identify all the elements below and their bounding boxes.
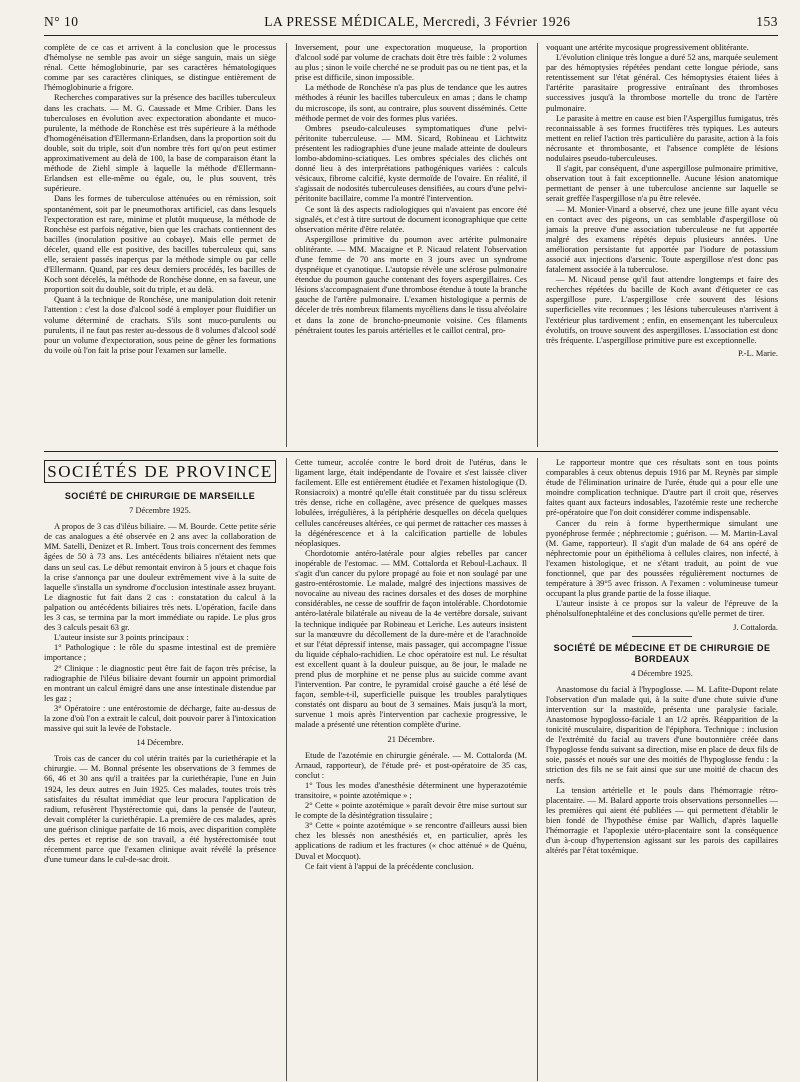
paragraph: Ombres pseudo-calculeuses symptomatiques d'une pelvi-péritonite tuberculeuse. — MM. Sicard, Robineau et Lichtwitz présentent les radiographies d'une jeune malade atteinte de douleurs lombo-abdomino-sciatiques. Les ombres spéciales des clichés ont donné lieu à des interprétations pathogéniques variées : calculs vésicaux, fibrome calcifié, kyste dermoïde de l'ovaire. En réalité, il s'agissait de nodosités tuberculeuses densifiées, au cours d'une pelvi-péritonite bacillaire, comme l'a montré l'intervention. (295, 123, 527, 204)
section-title: SOCIÉTÉS DE PROVINCE (44, 460, 276, 483)
separator-rule (632, 636, 692, 637)
paragraph: 1° Tous les modes d'anesthésie déterminent une hyperazotémie transitoire, « pointe azotémique » ; (295, 780, 527, 800)
paragraph: 1° Pathologique : le rôle du spasme intestinal est de première importance ; (44, 643, 276, 663)
session-date: 4 Décembre 1925. (631, 668, 693, 678)
paragraph: — M. Nicaud pense qu'il faut attendre longtemps et faire des recherches répétées du bacille de Koch avant d'étiqueter ce cas aspergillose pure. L'aspergillose crée souvent des lésions superficielles vite reconnues ; les lésions tuberculeuses n'arrivent à l'extérieur plus tardivement ; enfin, en ensemençant les tuberculeux évolutifs, on trouve souvent des aspergilloses. L'association est donc très fréquente. L'aspergillose primitive pure est exceptionnelle. (546, 275, 778, 345)
session-date: 14 Décembre. (136, 738, 184, 748)
top-column-1 (44, 43, 276, 447)
page-header (44, 14, 778, 36)
bottom-column-1 (44, 458, 276, 1081)
paragraph: Ce sont là des aspects radiologiques qui n'avaient pas encore été signalés, et c'est à titre surtout de document iconographique que cette observation mérite d'être relatée. (295, 204, 527, 234)
paragraph: Le rapporteur montre que ces résultats sont en tous points comparables à ceux obtenus depuis 1916 par M. Reynès par simple étude de l'élimination urinaire de l'urée, étude qui a pour elle une moindre complication technique. D'autre part il croit que, réserves faites quant aux facteurs indosables, l'azotémie reste une recherche pré-opératoire que l'on doit considérer comme indispensable. (546, 458, 778, 518)
paragraph: Cette tumeur, accolée contre le bord droit de l'utérus, dans le ligament large, était indépendante de l'ovaire et s'est laissée cliver facilement. Elle est entièrement étudiée et l'examen histologique (D. Ronsiacroix) a montré qu'elle était constituée par du tissu scléreux très dense, riche en collagène, avec présence de quelques masses lobulées, irrégulières, à la périphérie desquelles on décela quelques cellules cancéreuses altérées, ce qui permet de rattacher ces masses à la dégénérescence et à la calcification partielle de lobules néoplasiques. (295, 458, 527, 548)
paragraph: La méthode de Ronchèse n'a pas plus de tendance que les autres méthodes à réunir les bacilles tuberculeux en amas ; dans le champ du microscope, ils sont, au contraire, plus souvent disséminés. Cette méthode permet de voir des formes plus variées. (295, 83, 527, 123)
paragraph: L'auteur insiste à ce propos sur la valeur de l'épreuve de la phénolsulfonephtaléine et des conclusions qu'elle permet de tirer. (546, 599, 778, 619)
lower-columns (44, 458, 778, 1081)
paragraph: 3° Cette « pointe azotémique » se rencontre d'ailleurs aussi bien chez les blessés non anesthésiés et, en particulier, après les applications de radium et les fractures (« choc atténué » de Quénu, Duval et Mocquot). (295, 821, 527, 861)
session-date: 21 Décembre. (387, 734, 435, 744)
paragraph: Trois cas de cancer du col utérin traités par la curiethérapie et la chirurgie. — M. Bonnal présente les observations de 3 femmes de 66, 46 et 30 ans qu'il a traitées par la curiethérapie, l'une en Juin 1924, les deux autres en Juin 1925. Ces malades, toutes trois très satisfaites du résultat immédiat que leur procura l'application de radium, refusèrent l'hystérectomie qui, dans la pensée de l'auteur, devait compléter la curiethérapie. La première de ces malades, après une guérison clinique parfaite de 16 mois, avec disparition complète des pertes et reprise de son travail, a été hystérectomisée tout récemment parce que l'examen clinique avait révélé la présence d'une tumeur dans le cul-de-sac droit. (44, 754, 276, 865)
paragraph: La tension artérielle et le pouls dans l'hémorragie rétro-placentaire. — M. Balard apporte trois observations personnelles — les premières qui aient été publiées — qui permettent d'établir le bien fondé de l'hypothèse émise par Wallich, d'après laquelle l'hémorragie et l'apoplexie utéro-placentaire sont la conséquence d'un à-coup d'hypertension agissant sur les parois des capillaires altérés par l'état toxémique. (546, 785, 778, 856)
paragraph: Aspergillose primitive du poumon avec artérite pulmonaire oblitérante. — MM. Macaigne et P. Nicaud relatent l'observation d'une femme de 70 ans morte en 3 jours avec un syndrome dyspnéique et cyanotique. L'autopsie révèle une sclérose pulmonaire étendue du poumon gauche contenant des foyers aspergillaires. Ces lésions s'accompagnaient d'une thrombose étendue à toute la branche gauche de l'artère pulmonaire. L'examen histologique a permis de déceler de très nombreux filaments mycéliens dans le tissu alvéolaire et dans la zone de broncho-pneumonie voisine. Ces filaments pénétraient toutes les parois artérielles et le caillot central, pro- (295, 234, 527, 335)
paragraph: Inversement, pour une expectoration muqueuse, la proportion d'alcool sodé par volume de crachats doit être très faible : 2 volumes au plus ; sinon le voile cherché ne se produit pas ou ne tient pas, et la prise est difficile, sinon impossible. (295, 43, 527, 83)
section-divider (44, 451, 778, 452)
journal-title: LA PRESSE MÉDICALE, Mercredi, 3 Février 1926 (264, 14, 571, 29)
paragraph: Etude de l'azotémie en chirurgie générale. — M. Cottalorda (M. Arnaud, rapporteur), de l'étude pré- et post-opératoire de 35 cas, conclut : (295, 750, 527, 780)
paragraph: Chordotomie antéro-latérale pour algies rebelles par cancer inopérable de l'estomac. — MM. Cottalorda et Reboul-Lachaux. Il s'agit d'un cancer du pylore propagé au foie et non soulagé par une gastro-entérostomie. Le malade, malgré des injections massives de novocaïne au niveau des racines dorsales et des doses de morphine considérables, ne cesse de souffrir de façon intolérable. Chordotomie antéro-latérale bilatérale au niveau de la 4e vertèbre dorsale, suivant la technique indiquée par Robineau et Leriche. Les auteurs insistent sur la manœuvre du décollement de la dure-mère et de l'arachnoïde et sur l'état dépressif intense, mais passager, qui accompagne l'issue du liquide céphalo-rachidien. Le choc opératoire est nul. Le résultat est excellent quant à la douleur puisque, au 8e jour, le malade ne prend plus de morphine et ne pense plus au suicide comme avant l'intervention. Par contre, le pyramidal croisé gauche a été lésé de façon, semble-t-il, superficielle puisque les troubles paralytiques constatés ont disparu au bout de 3 semaines. Mais jusqu'à la mort, survenue 1 mois après l'intervention par cachexie progressive, le malade a présenté une rétention complète d'urine. (295, 548, 527, 730)
paragraph: Le parasite à mettre en cause est bien l'Aspergillus fumigatus, très reconnaissable à ses formes fructifères très typiques. Les auteurs mettent en relief l'action très particulière du parasite, action à la fois nécrosante et thrombosante, et l'absence complète de lésions nodulaires pseudo-tuberculeuses. (546, 113, 778, 164)
top-column-2 (286, 43, 527, 447)
paragraph: 2° Clinique : le diagnostic peut être fait de façon très précise, la radiographie de l'iléus biliaire devant fournir un appoint primordial en montrant un calcul émigré dans une anse intestinale distendue par les gaz ; (44, 663, 276, 703)
paragraph: Ce fait vient à l'appui de la précédente conclusion. (305, 861, 474, 871)
paragraph: — M. Monier-Vinard a observé, chez une jeune fille ayant vécu en contact avec des pigeons, un cas semblable d'aspergillose où jamais la preuve d'une association tuberculeuse ne fut apportée malgré des examens répétés depuis plusieurs années. Une amélioration persistante fut apportée par l'iodure de potassium associé aux injections d'arsenic. Toute aspergillose n'est donc pas fatalement associée à la tuberculose. (546, 204, 778, 275)
upper-columns (44, 43, 778, 447)
society-heading: SOCIÉTÉ DE MÉDECINE ET DE CHIRURGIE DE BORDEAUX (553, 642, 771, 664)
paragraph: L'évolution clinique très longue a duré 52 ans, marquée seulement par des hémoptysies répétées pendant cette longue période, sans retentissement sur l'état général. Ces hémoptysies étaient liées à l'artérite parasitaire progressive entraînant des thromboses successives jusqu'à la thrombose mortelle du tronc de l'artère pulmonaire. (546, 53, 778, 113)
paragraph: 3° Opératoire : une entérostomie de décharge, faite au-dessus de la zone d'où l'on a extrait le calcul, doit pouvoir parer à l'intoxication massive qui suit la levée de l'obstacle. (44, 703, 276, 734)
issue-number: N° 10 (44, 14, 79, 29)
page-number: 153 (756, 14, 778, 29)
paragraph: 2° Cette « pointe azotémique » paraît devoir être mise surtout sur le compte de la désintégration tissulaire ; (295, 801, 527, 821)
paragraph: complète de ce cas et arrivent à la conclusion que le processus d'hémolyse ne semble pas avoir un siège sanguin, mais un siège rénal. Cette hémoglobinurie, par ses caractères hématologiques comme par ses caractères cliniques, se distingue entièrement de l'hémoglobinurie a frigore. (44, 43, 276, 93)
paragraph: Recherches comparatives sur la présence des bacilles tuberculeux dans les crachats. — M. G. Caussade et Mme Cribier. Dans les tuberculoses en évolution avec expectoration abondante et muco-purulente, la méthode de Ronchèse est très supérieure à la méthode d'homogénéisation d'Ellermann-Erlandsen, dans la proportion soit du double, soit du triple, soit d'un nombre très fort qu'on peut estimer approximativement au delà de 100, la base de comparaison étant la méthode de Ziehl simple à laquelle la méthode d'Ellermann-Erlandsen est elle-même ou égale, ou, le plus souvent, très supérieure. (44, 93, 276, 194)
paragraph: Cancer du rein à forme hyperthermique simulant une pyonéphrose fermée ; néphrectomie ; guérison. — M. Martin-Laval (M. Game, rapporteur). Il s'agit d'un malade de 64 ans opéré de néphrectomie pour un épithélioma à cellules claires, non infecté, à l'examen histologique, et ne s'étant traduit, au point de vue fonctionnel, que par des poussées régulièrement nocturnes de température à 39°5 avec frisson. A l'examen : volumineuse tumeur occupant la plus grande partie de la fosse iliaque. (546, 518, 778, 599)
bottom-column-2 (286, 458, 527, 1081)
society-heading: SOCIÉTÉ DE CHIRURGIE DE MARSEILLE (64, 491, 256, 502)
session-date: 7 Décembre 1925. (129, 506, 191, 516)
bottom-column-3 (537, 458, 778, 1081)
paragraph: Quant à la technique de Ronchèse, une manipulation doit retenir l'attention : c'est la dose d'alcool sodé à employer pour fluidifier un volume déterminé de crachats. S'ils sont muco-purulents ou purulents, il ne faut pas rester au-dessous de 8 volumes d'alcool sodé pour un volume d'expectoration, sous peine de gêner les formations du voile où l'on fait la prise pour l'examen sur lamelle. (44, 295, 276, 355)
paragraph: L'auteur insiste sur 3 points principaux : (54, 633, 189, 643)
author-signature: J. Cottalorda. (733, 622, 778, 632)
author-signature: P.-L. Marie. (737, 348, 778, 358)
top-column-3 (537, 43, 778, 447)
paragraph: A propos de 3 cas d'iléus biliaire. — M. Bourde. Cette petite série de cas analogues a été observée en 2 ans avec la collaboration de MM. Satelli, Denizet et R. Imbert. Tous trois concernent des femmes âgées de 50 à 73 ans. Les antécédents biliaires n'étaient nets que dans un seul cas. Le début remontait environ à 5 jours et chaque fois la crise s'annonça par une douleur extrêmement vive à la suite de laquelle s'installa un syndrome d'occlusion intestinale assez bruyant. Le diagnostic fut fait dans 2 cas : constatation du calcul à la palpation ou antécédents biliaires très nets. L'opération, facile dans les 3 cas, se termina par la mort immédiate ou rapide. Le plus gros des 3 calculs pesait 63 gr. (44, 522, 276, 633)
paragraph: Anastomose du facial à l'hypoglosse. — M. Lafite-Dupont relate l'observation d'un malade qui, à la suite d'une chute suivie d'une intervention sur la mastoïde, présenta une paralysie faciale. Anastomose hypoglosso-faciale 1 an 1/2 après. Réapparition de la tonicité musculaire, disparition de l'épiphora. Technique : inclusion de l'extrémité du facial au travers d'une boutonnière créée dans l'hypoglosse fendu suivant sa direction, mise en place de deux fils de soie, passés et noués sur une des moitiés de l'hypoglosse fendu : la striction des fils ne se fait ainsi que sur une moitié de chacun des nerfs. (546, 684, 778, 785)
paragraph: voquant une artérite mycosique progressivement oblitérante. (546, 43, 749, 52)
paragraph: Il s'agit, par conséquent, d'une aspergillose pulmonaire primitive, observation tout à fait exceptionnelle. Aucune lésion anatomique permettant de penser à une tuberculose ancienne sur laquelle se serait greffée l'aspergillose n'a pu être relevée. (546, 164, 778, 204)
paragraph: Dans les formes de tuberculose atténuées ou en rémission, soit spontanément, soit par le pneumothorax artificiel, cas dans lesquels l'expectoration est rare, minime et plutôt muqueuse, la méthode de Ronchèse est parfois négative, bien que les crachats contiennent des bacilles (inoculation positive au cobaye). Mais elle permet de déceler, quand elle est positive, des bacilles tuberculeux qui, sans elle, seraient passés inaperçus par la méthode simple ou par celle d'Ellermann. Quand, par ces deux derniers procédés, les bacilles de Koch sont décelés, la méthode de Ronchèse donne, en sa faveur, une proportion soit du double, soit du triple, et au delà. (44, 194, 276, 295)
newspaper-page (44, 14, 778, 1074)
